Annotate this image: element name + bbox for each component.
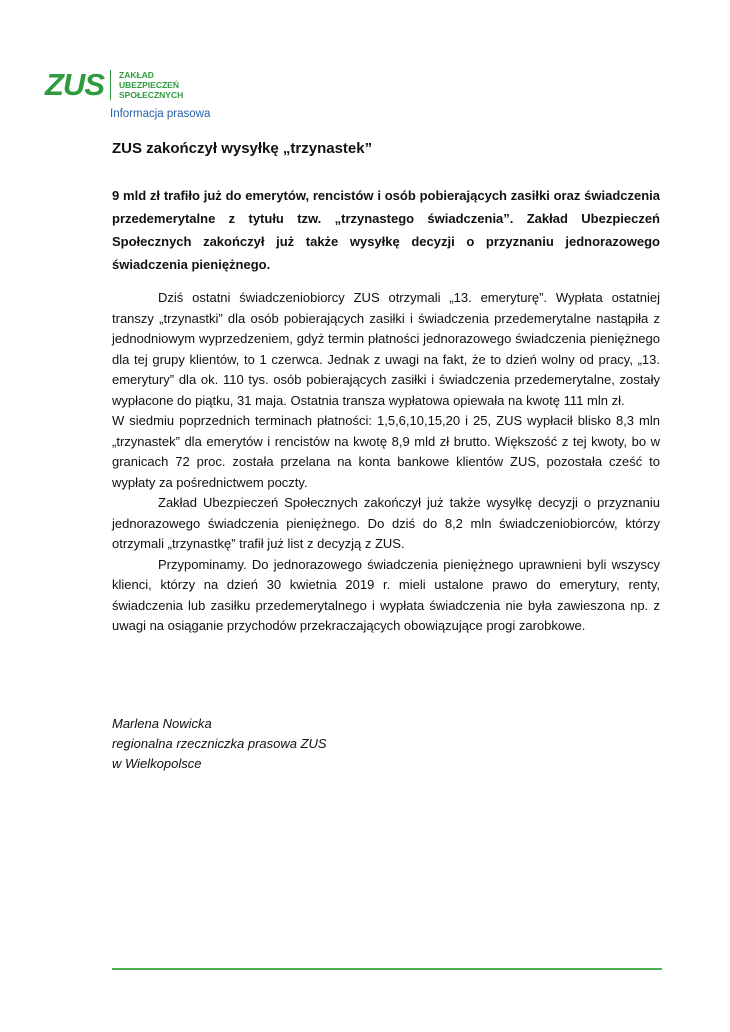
logo-line: UBEZPIECZEŃ (119, 80, 179, 90)
logo-line: ZAKŁAD (119, 70, 154, 80)
logo-wordmark (119, 70, 183, 100)
logo-line: SPOŁECZNYCH (119, 90, 184, 100)
logo-mark: ZUS (45, 67, 104, 102)
body-paragraph: W siedmiu poprzednich terminach płatności: 1,5,6,10,15,20 i 25, ZUS wypłacił blisko 8,3 mln „trzynastek” dla emerytów i rencistów na kwotę 8,9 mld zł brutto. Większość z tej kwoty, bo w granicach 72 proc. została przelana na konta bankowe klientów ZUS, pozostała cześć to wypłaty za pośrednictwem poczty. (112, 413, 660, 490)
signature-role: regionalna rzeczniczka prasowa ZUS (112, 736, 327, 751)
signature-region: w Wielkopolsce (112, 756, 202, 771)
zus-logo (45, 67, 184, 102)
lead-paragraph: 9 mld zł trafiło już do emerytów, rencistów i osób pobierających zasiłki oraz świadczenia przedemerytalne z tytułu tzw. „trzynastego świadczenia”. Zakład Ubezpieczeń Społecznych zakończył już także wysyłkę decyzji o przyznaniu jednorazowego świadczenia pieniężnego. (112, 188, 660, 272)
signature-name: Marlena Nowicka (112, 716, 212, 731)
page-title: ZUS zakończył wysyłkę „trzynastek” (112, 140, 373, 157)
press-info-label: Informacja prasowa (110, 108, 211, 120)
signature-block (112, 714, 327, 774)
body-paragraph: Zakład Ubezpieczeń Społecznych zakończył już także wysyłkę decyzji o przyznaniu jednorazowego świadczenia pieniężnego. Do dziś do 8,2 mln świadczeniobiorców, którzy otrzymali „trzynastkę” trafił już list z decyzją z ZUS. (112, 495, 660, 551)
footer-divider (112, 968, 662, 970)
body-paragraph: Dziś ostatni świadczeniobiorcy ZUS otrzymali „13. emeryturę”. Wypłata ostatniej transzy „trzynastki” dla osób pobierających zasiłki i świadczenia przedemerytalne nastąpiła z jednodniowym wyprzedzeniem, gdyż termin płatności jednorazowego świadczenia pieniężnego dla tej grupy klientów, to 1 czerwca. Jednak z uwagi na fakt, że to dzień wolny od pracy, „13. emerytury” dla ok. 110 tys. osób pobierających zasiłki i świadczenia przedemerytalne, zostały wypłacone do piątku, 31 maja. Ostatnia transza wypłatowa opiewała na kwotę 111 mln zł. (112, 290, 660, 408)
article-body (112, 288, 660, 637)
logo-divider (110, 70, 111, 100)
body-paragraph: Przypominamy. Do jednorazowego świadczenia pieniężnego uprawnieni byli wszyscy klienci, którzy na dzień 30 kwietnia 2019 r. mieli ustalone prawo do emerytury, renty, świadczenia lub zasiłku przedemerytalnego i wypłata świadczenia nie była zawieszona np. z uwagi na osiąganie przychodów przekraczających obowiązujące progi zarobkowe. (112, 556, 660, 633)
